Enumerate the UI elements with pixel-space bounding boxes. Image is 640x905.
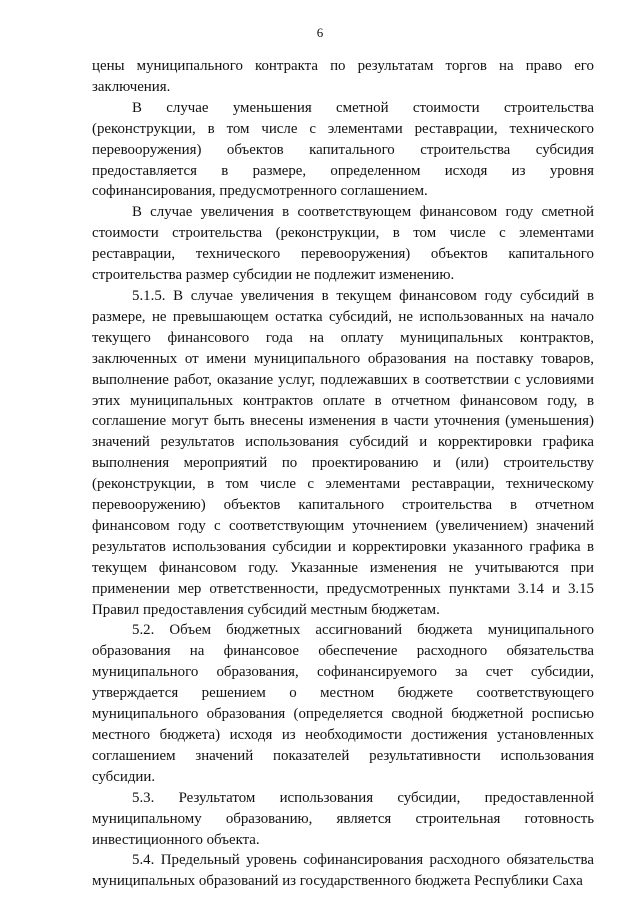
- paragraph-5-1-5: 5.1.5. В случае увеличения в текущем финансовом году субсидий в размере, не превышающем остатка субсидий, не использованных на начало текущего финансового года на оплату муниципальных контрактов, заключенных от имени муниципального образования на поставку товаров, выполнение работ, оказание услуг, подлежавших в соответствии с условиями этих муниципальных контрактов оплате в отчетном финансовом году, в соглашение могут быть внесены изменения в части уточнения (уменьшения) значений результатов использования субсидий и корректировки графика выполнения мероприятий по проектированию и (или) строительству (реконструкции, в том числе с элементами реставрации, техническому перевооружению) объектов капитального строительства в отчетном финансовом году с соответствующим уточнением (увеличением) значений результатов использования субсидии и корректировки указанного графика в текущем финансовом году. Указанные изменения не учитываются при применении мер ответственности, предусмотренных пунктами 3.14 и 3.15 Правил предоставления субсидий местным бюджетам.: [92, 287, 594, 618]
- paragraph-5-4: 5.4. Предельный уровень софинансирования расходного обязательства муниципальных образований из государственного бюджета Республики Саха: [92, 852, 594, 890]
- paragraph-decrease-cost: В случае уменьшения сметной стоимости строительства (реконструкции, в том числе с элементами реставрации, технического перевооружения) объектов капитального строительства субсидия предоставляется в размере, определенном исходя из уровня софинансирования, предусмотренного соглашением.: [92, 99, 594, 200]
- paragraph-increase-cost: В случае увеличения в соответствующем финансовом году сметной стоимости строительства (реконструкции, в том числе с элементами реставрации, технического перевооружения) объектов капитального строительства размер субсидии не подлежит изменению.: [92, 204, 594, 284]
- page-number: 6: [316, 25, 324, 40]
- paragraph-5-3: 5.3. Результатом использования субсидии, предоставленной муниципальному образованию, является строительная готовность инвестиционного объекта.: [92, 789, 594, 848]
- document-body: [92, 56, 594, 892]
- paragraph-continuation: цены муниципального контракта по результатам торгов на право его заключения.: [92, 58, 594, 95]
- paragraph-5-2: 5.2. Объем бюджетных ассигнований бюджета муниципального образования на финансовое обеспечение расходного обязательства муниципального образования, софинансируемого за счет субсидии, утверждается решением о местном бюджете соответствующего муниципального образования (определяется сводной бюджетной росписью местного бюджета) исходя из необходимости достижения установленных соглашением значений показателей результативности использования субсидии.: [92, 622, 594, 785]
